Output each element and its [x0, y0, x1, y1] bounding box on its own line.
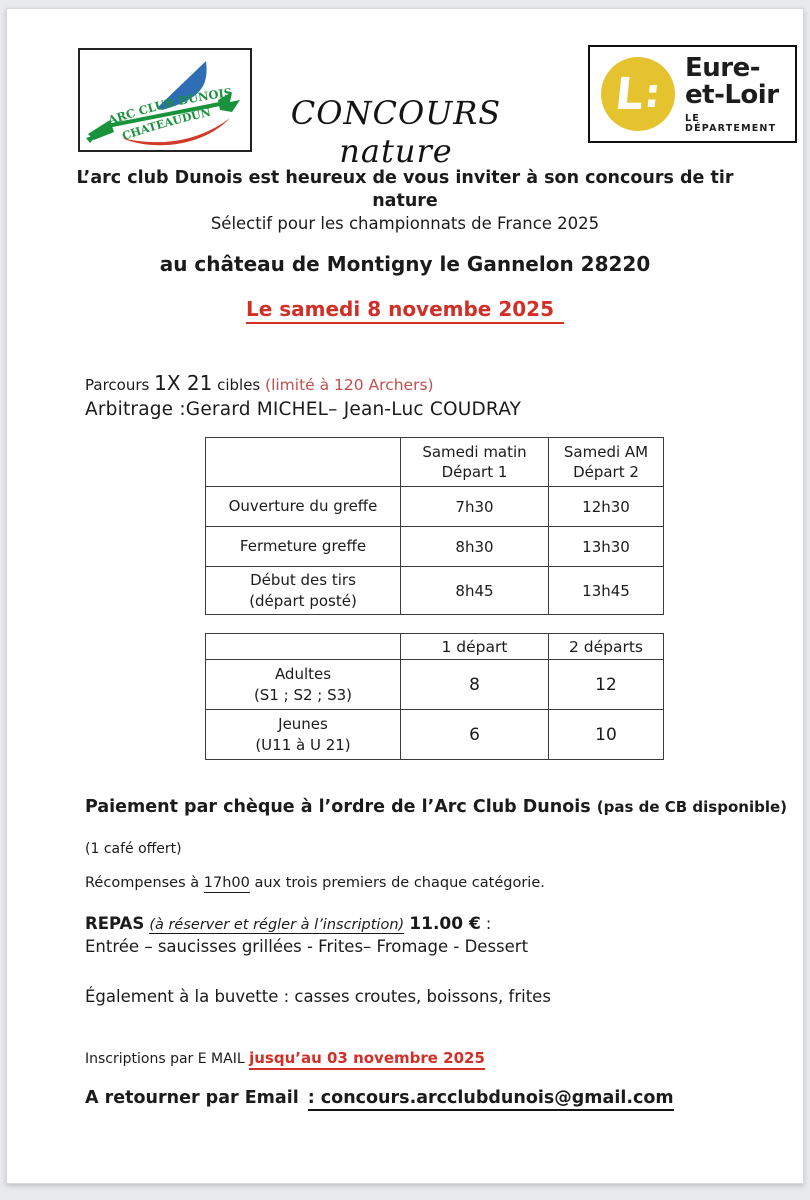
price-header-row [206, 634, 664, 660]
department-name-line1: Eure- [685, 53, 761, 83]
registration-deadline: jusqu’au 03 novembre 2025 [249, 1049, 485, 1070]
table-row [206, 567, 664, 615]
schedule-header-dep2-line2: Départ 2 [573, 463, 639, 481]
course-prefix: Parcours [85, 376, 155, 394]
invitation-line1: L’arc club Dunois est heureux de vous inviter à son concours de tir [76, 168, 734, 188]
schedule-row3-dep2: 13h45 [549, 567, 664, 615]
table-row [206, 660, 664, 710]
registration-prefix: Inscriptions par E MAIL [85, 1051, 250, 1067]
schedule-row1-label-line1: Ouverture du greffe [228, 497, 378, 516]
department-logo-icon [601, 57, 675, 131]
invitation-heading [0, 167, 810, 213]
schedule-row3-label-line2: (départ posté) [249, 591, 357, 610]
invitation-line2: nature [372, 191, 438, 211]
event-title [236, 94, 556, 170]
schedule-row3-dep1: 8h45 [401, 567, 549, 615]
price-row2-2dep: 10 [549, 710, 664, 760]
schedule-row2-dep1: 8h30 [401, 527, 549, 567]
price-row1-2dep: 12 [549, 660, 664, 710]
course-suffix: cibles [212, 376, 266, 394]
price-row1-1dep: 8 [401, 660, 549, 710]
meal-colon: : [480, 914, 492, 933]
schedule-header-empty [206, 438, 401, 487]
schedule-row2-dep2: 13h30 [549, 527, 664, 567]
selective-line: Sélectif pour les championnats de France 2025 [210, 214, 600, 233]
schedule-row3-label-line1: Début des tirs [250, 571, 356, 590]
event-date-text: Le samedi 8 novembe 2025 [246, 297, 564, 324]
payment-main: Paiement par chèque à l’ordre de l’Arc Club Dunois [85, 797, 597, 817]
price-table [205, 633, 664, 760]
schedule-row1-label [206, 487, 401, 527]
table-row [206, 710, 664, 760]
schedule-table [205, 437, 664, 615]
meal-price: 11.00 € [409, 914, 481, 934]
course-line [85, 371, 434, 395]
event-title-sub: nature [339, 132, 453, 170]
table-row [206, 527, 664, 567]
club-logo-arc-text: ARC CLUB DUNOIS [106, 85, 234, 128]
schedule-header-dep1-line2: Départ 1 [441, 463, 508, 481]
department-initial: L [612, 68, 647, 120]
price-row1-label-line1: Adultes [274, 665, 332, 684]
registration-line [85, 1049, 485, 1067]
return-email-line [85, 1088, 674, 1108]
awards-time: 17h00 [203, 875, 250, 891]
course-limit: (limité à 120 Archers) [265, 376, 434, 394]
meal-condition: (à réserver et régler à l’inscription) [149, 917, 405, 933]
schedule-header-dep1 [401, 438, 549, 487]
course-targets: 1X 21 [154, 371, 213, 395]
schedule-header-dep2 [549, 438, 664, 487]
club-logo-city-text: CHATEAUDUN [120, 105, 212, 143]
schedule-header-dep2-line1: Samedi AM [563, 442, 649, 461]
price-row2-1dep: 6 [401, 710, 549, 760]
club-logo [78, 48, 252, 152]
return-email-address[interactable]: : concours.arcclubdunois@gmail.com [308, 1088, 674, 1111]
meal-line [85, 914, 491, 934]
department-name-line2: et-Loir [685, 80, 779, 110]
return-email-label: A retourner par Email [85, 1088, 299, 1108]
price-row2-label-line2: (U11 à U 21) [255, 735, 351, 754]
club-logo-graphic [80, 50, 250, 150]
meal-title: REPAS [85, 914, 145, 933]
payment-line [85, 797, 787, 817]
awards-suffix: aux trois premiers de chaque catégorie. [249, 875, 545, 891]
price-row1-label-line2: (S1 ; S2 ; S3) [253, 685, 353, 704]
buvette-line: Également à la buvette : casses croutes, boissons, frites [85, 987, 551, 1006]
venue-line: au château de Montigny le Gannelon 28220 [159, 252, 651, 276]
department-tagline: LE DÉPARTEMENT [685, 113, 777, 134]
price-row1-label [206, 660, 401, 710]
event-date [0, 297, 810, 321]
price-header-2dep: 2 départs [549, 634, 664, 660]
table-row [206, 487, 664, 527]
price-row2-label [206, 710, 401, 760]
schedule-header-dep1-line1: Samedi matin [422, 442, 527, 461]
awards-line [85, 875, 545, 891]
department-initial-dots: : [642, 71, 663, 117]
department-logo [588, 45, 797, 143]
schedule-row3-label [206, 567, 401, 615]
price-row2-label-line1: Jeunes [278, 715, 328, 734]
price-header-1dep: 1 départ [401, 634, 549, 660]
coffee-line: (1 café offert) [85, 841, 182, 857]
awards-prefix: Récompenses à [85, 875, 204, 891]
payment-note: (pas de CB disponible) [596, 798, 787, 816]
schedule-header-row [206, 438, 664, 487]
schedule-row2-label [206, 527, 401, 567]
price-header-empty [206, 634, 401, 660]
schedule-row1-dep1: 7h30 [401, 487, 549, 527]
schedule-row1-dep2: 12h30 [549, 487, 664, 527]
schedule-row2-label-line1: Fermeture greffe [239, 537, 367, 556]
event-title-main: CONCOURS [290, 94, 502, 132]
referees-line: Arbitrage :Gerard MICHEL– Jean-Luc COUDRAY [85, 399, 522, 420]
meal-menu-line: Entrée – saucisses grillées - Frites– Fromage - Dessert [85, 937, 529, 956]
